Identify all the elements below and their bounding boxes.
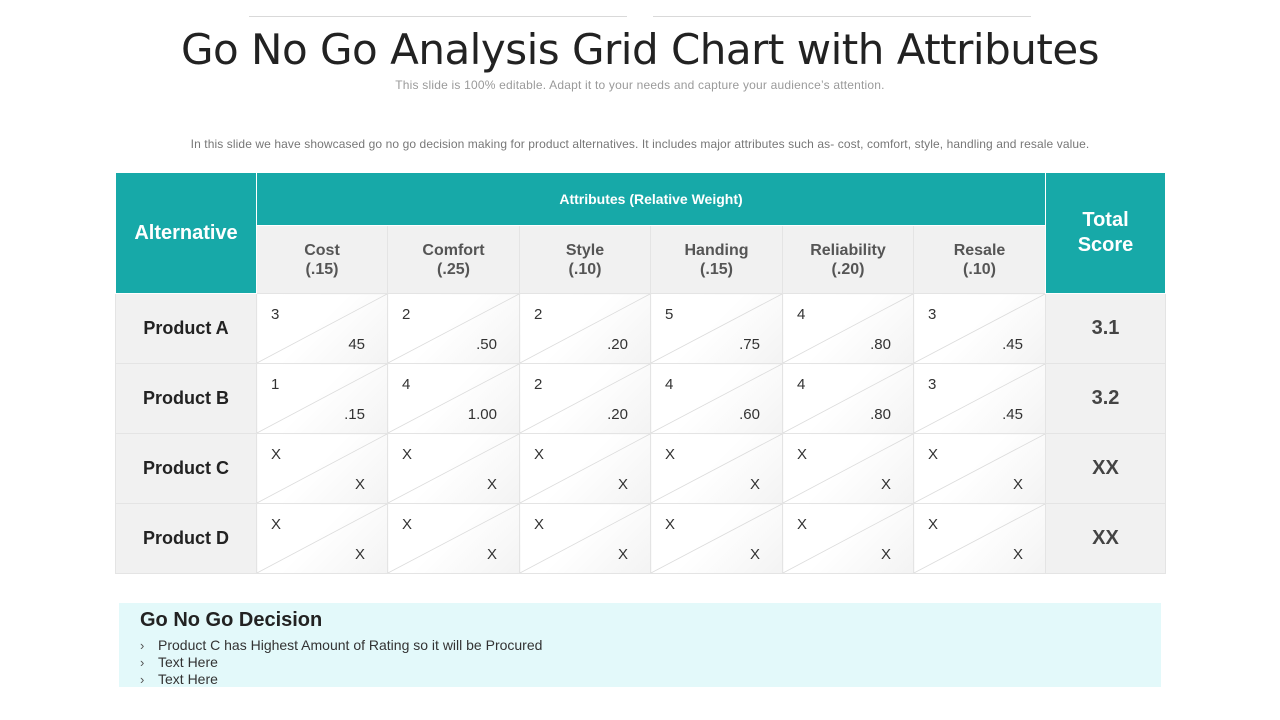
rating-value: X xyxy=(534,516,545,533)
rating-cell xyxy=(783,294,914,364)
attribute-header-reliability xyxy=(783,226,914,294)
attribute-weight: (.15) xyxy=(700,260,733,278)
row-product-label: Product A xyxy=(116,294,257,364)
weighted-value: X xyxy=(880,476,891,493)
diagonal-divider xyxy=(257,364,387,433)
rating-value: 5 xyxy=(665,306,674,323)
diagonal-divider xyxy=(520,434,650,503)
rating-value: 2 xyxy=(534,306,543,323)
rating-value: 4 xyxy=(402,376,411,393)
attribute-header-resale xyxy=(914,226,1046,294)
rating-value: X xyxy=(271,446,282,463)
total-score-value: XX xyxy=(1046,504,1166,574)
rating-cell xyxy=(914,504,1046,574)
weighted-value: X xyxy=(749,546,760,563)
weighted-value: .20 xyxy=(607,336,628,353)
attribute-weight: (.10) xyxy=(568,260,602,278)
rating-value: 3 xyxy=(928,376,937,393)
weighted-value: X xyxy=(617,476,628,493)
table-row xyxy=(116,504,1166,574)
diagonal-divider xyxy=(914,364,1045,433)
rating-cell xyxy=(914,294,1046,364)
table-row xyxy=(116,294,1166,364)
attribute-name: Style xyxy=(565,241,605,259)
chevron-right-icon: › xyxy=(140,638,145,653)
diagonal-divider xyxy=(914,294,1045,363)
weighted-value: X xyxy=(486,476,497,493)
chevron-right-icon: › xyxy=(140,655,145,670)
rating-value: 4 xyxy=(665,376,674,393)
weighted-value: .20 xyxy=(607,406,628,423)
rating-cell xyxy=(257,294,388,364)
go-no-go-decision-box xyxy=(119,603,1161,687)
page-title: Go No Go Analysis Grid Chart with Attributes xyxy=(180,25,1100,74)
diagonal-divider xyxy=(783,504,913,573)
decision-item-text: Text Here xyxy=(158,671,218,687)
diagonal-divider xyxy=(914,504,1045,573)
rating-cell xyxy=(388,364,520,434)
attribute-weight: (.10) xyxy=(963,260,996,278)
diagonal-divider xyxy=(783,364,913,433)
attribute-header-comfort xyxy=(388,226,520,294)
rating-value: X xyxy=(797,516,808,533)
weighted-value: .60 xyxy=(739,406,760,423)
chevron-right-icon: › xyxy=(140,672,145,687)
rating-value: 2 xyxy=(402,306,411,323)
rating-cell xyxy=(783,364,914,434)
rating-cell xyxy=(914,434,1046,504)
attribute-name: Comfort xyxy=(422,241,485,259)
diagonal-divider xyxy=(914,434,1045,503)
weighted-value: X xyxy=(354,546,365,563)
weighted-value: .45 xyxy=(1002,336,1023,353)
diagonal-divider xyxy=(651,364,782,433)
total-score-label-line2: Score xyxy=(1077,234,1134,256)
total-score-label-line1: Total xyxy=(1082,209,1129,231)
rating-cell xyxy=(388,294,520,364)
rating-value: 4 xyxy=(797,376,806,393)
weighted-value: 1.00 xyxy=(467,406,497,423)
rating-cell xyxy=(651,294,783,364)
rating-cell xyxy=(651,434,783,504)
attribute-name: Handing xyxy=(684,241,749,259)
decision-item xyxy=(140,654,542,671)
page-description: In this slide we have showcased go no go decision making for product alternatives. It includes major attributes such as- cost, comfort, style, handling and resale value. xyxy=(190,137,1090,151)
weighted-value: 45 xyxy=(348,336,365,353)
rating-cell xyxy=(388,504,520,574)
rating-cell xyxy=(388,434,520,504)
table-row xyxy=(116,434,1166,504)
rating-cell xyxy=(651,504,783,574)
decision-list xyxy=(140,637,542,688)
attribute-name: Cost xyxy=(304,241,340,259)
rating-value: 4 xyxy=(797,306,806,323)
weighted-value: .45 xyxy=(1002,406,1023,423)
rating-cell xyxy=(520,504,651,574)
diagonal-divider xyxy=(257,434,387,503)
diagonal-divider xyxy=(651,434,782,503)
decision-item xyxy=(140,671,542,688)
diagonal-divider xyxy=(651,294,782,363)
row-product-label: Product D xyxy=(116,504,257,574)
decision-title: Go No Go Decision xyxy=(140,609,323,631)
diagonal-divider xyxy=(783,434,913,503)
rating-cell xyxy=(914,364,1046,434)
page-subtitle: This slide is 100% editable. Adapt it to your needs and capture your audience’s attention. xyxy=(395,78,885,92)
weighted-value: .50 xyxy=(476,336,497,353)
decision-item xyxy=(140,637,542,654)
attribute-name: Reliability xyxy=(810,241,886,259)
weighted-value: X xyxy=(486,546,497,563)
diagonal-divider xyxy=(651,504,782,573)
attribute-header-style xyxy=(520,226,651,294)
weighted-value: .75 xyxy=(739,336,760,353)
diagonal-divider xyxy=(520,504,650,573)
attribute-weight: (.20) xyxy=(831,260,865,278)
rating-cell xyxy=(520,364,651,434)
rating-cell xyxy=(520,434,651,504)
go-no-go-grid xyxy=(115,172,1166,574)
attribute-name: Resale xyxy=(953,241,1006,259)
attribute-header-cost xyxy=(257,226,388,294)
weighted-value: X xyxy=(880,546,891,563)
rating-value: X xyxy=(797,446,808,463)
rating-value: X xyxy=(402,516,413,533)
rating-value: X xyxy=(534,446,545,463)
rating-value: 3 xyxy=(928,306,937,323)
diagonal-divider xyxy=(388,364,519,433)
diagonal-divider xyxy=(388,294,519,363)
total-score-value: XX xyxy=(1046,434,1166,504)
rating-value: 2 xyxy=(534,376,543,393)
decision-item-text: Product C has Highest Amount of Rating so it will be Procured xyxy=(158,637,543,653)
top-rule-right xyxy=(653,16,1031,17)
attribute-header-handing xyxy=(651,226,783,294)
weighted-value: X xyxy=(354,476,365,493)
attributes-header: Attributes (Relative Weight) xyxy=(257,173,1046,226)
weighted-value: X xyxy=(617,546,628,563)
weighted-value: .15 xyxy=(344,406,365,423)
total-score-header xyxy=(1046,173,1166,294)
attribute-weight: (.25) xyxy=(437,260,470,278)
rating-cell xyxy=(651,364,783,434)
rating-value: X xyxy=(928,516,939,533)
weighted-value: X xyxy=(1012,546,1023,563)
rating-cell xyxy=(783,434,914,504)
total-score-value: 3.2 xyxy=(1046,364,1166,434)
diagonal-divider xyxy=(388,434,519,503)
table-row xyxy=(116,364,1166,434)
diagonal-divider xyxy=(520,294,650,363)
weighted-value: .80 xyxy=(870,406,891,423)
row-product-label: Product B xyxy=(116,364,257,434)
rating-cell xyxy=(257,364,388,434)
diagonal-divider xyxy=(520,364,650,433)
rating-value: X xyxy=(665,516,676,533)
rating-cell xyxy=(257,504,388,574)
diagonal-divider xyxy=(257,504,387,573)
diagonal-divider xyxy=(388,504,519,573)
rating-value: X xyxy=(271,516,282,533)
weighted-value: X xyxy=(1012,476,1023,493)
rating-value: X xyxy=(402,446,413,463)
weighted-value: X xyxy=(749,476,760,493)
weighted-value: .80 xyxy=(870,336,891,353)
rating-value: X xyxy=(928,446,939,463)
rating-value: 3 xyxy=(271,306,280,323)
rating-cell xyxy=(783,504,914,574)
total-score-value: 3.1 xyxy=(1046,294,1166,364)
attribute-weight: (.15) xyxy=(305,260,339,278)
alternative-header: Alternative xyxy=(116,173,257,294)
top-rule-left xyxy=(249,16,627,17)
decision-item-text: Text Here xyxy=(158,654,218,670)
rating-value: X xyxy=(665,446,676,463)
rating-cell xyxy=(257,434,388,504)
rating-value: 1 xyxy=(271,376,280,393)
diagonal-divider xyxy=(783,294,913,363)
row-product-label: Product C xyxy=(116,434,257,504)
rating-cell xyxy=(520,294,651,364)
diagonal-divider xyxy=(257,294,387,363)
